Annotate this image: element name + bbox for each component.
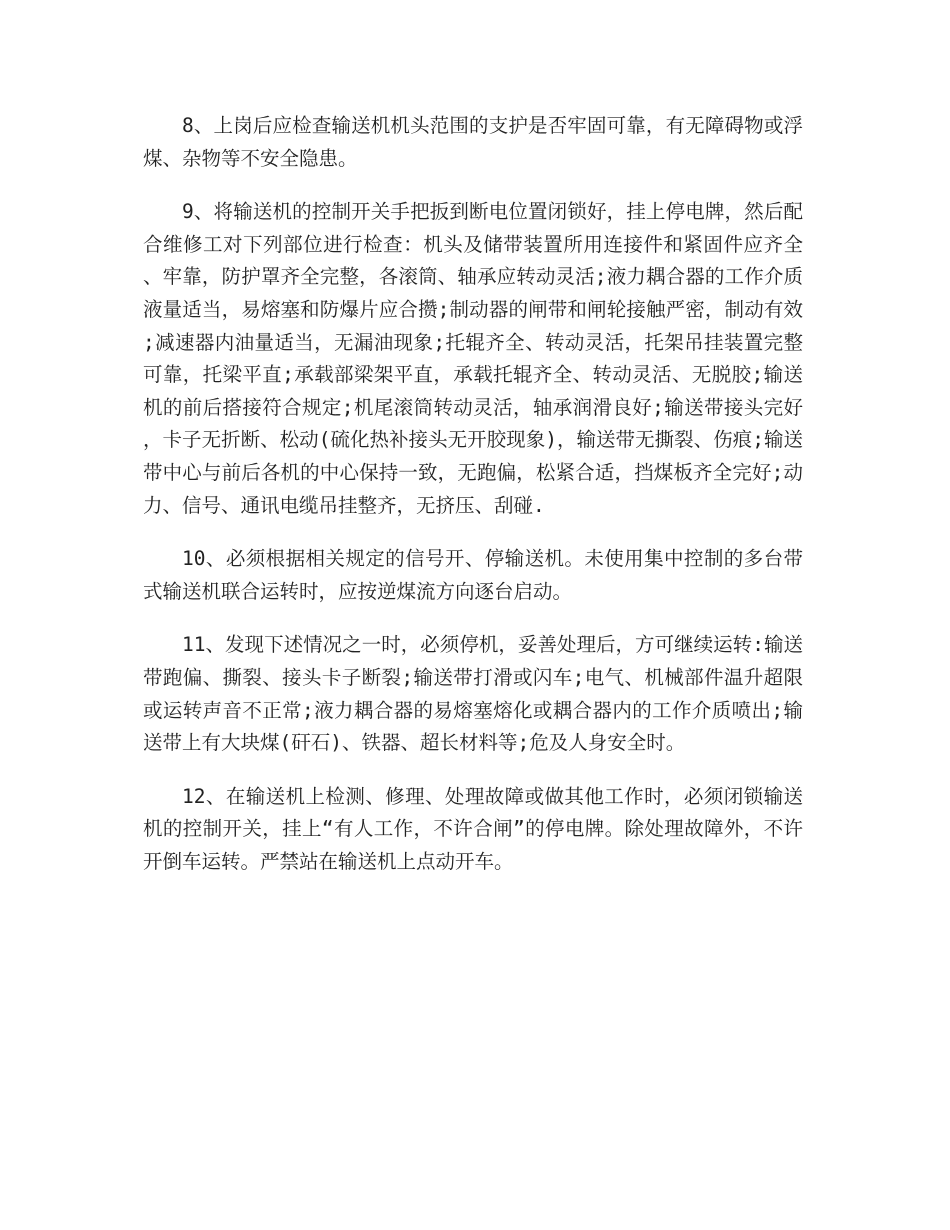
paragraph-11: 11、发现下述情况之一时，必须停机，妥善处理后，方可继续运转:输送带跑偏、撕裂、接头卡子断裂;输送带打滑或闪车;电气、机械部件温升超限或运转声音不正常;液力耦合器的易熔塞熔化或耦合器内的工作介质喷出;输送带上有大块煤(矸石)、铁器、超长材料等;危及人身安全时。 [143,633,803,755]
paragraph-12: 12、在输送机上检测、修理、处理故障或做其他工作时，必须闭锁输送机的控制开关，挂上“有人工作，不许合闸”的停电牌。除处理故障外，不许开倒车运转。严禁站在输送机上点动开车。 [143,784,803,873]
paragraph-8: 8、上岗后应检查输送机机头范围的支护是否牢固可靠，有无障碍物或浮煤、杂物等不安全隐患。 [143,114,803,170]
document-body [143,110,803,899]
paragraph-9: 9、将输送机的控制开关手把扳到断电位置闭锁好，挂上停电牌，然后配合维修工对下列部位进行检查：机头及储带装置所用连接件和紧固件应齐全、牢靠，防护罩齐全完整，各滚筒、轴承应转动灵活;液力耦合器的工作介质液量适当，易熔塞和防爆片应合攒;制动器的闸带和闸轮接触严密，制动有效;减速器内油量适当，无漏油现象;托辊齐全、转动灵活，托架吊挂装置完整可靠，托梁平直;承载部梁架平直，承载托辊齐全、转动灵活、无脱胶;输送机的前后搭接符合规定;机尾滚筒转动灵活，轴承润滑良好;输送带接头完好，卡子无折断、松动(硫化热补接头无开胶现象)，输送带无撕裂、伤痕;输送带中心与前后各机的中心保持一致，无跑偏，松紧合适，挡煤板齐全完好;动力、信号、通讯电缆吊挂整齐，无挤压、刮碰. [143,200,803,517]
paragraph-10: 10、必须根据相关规定的信号开、停输送机。未使用集中控制的多台带式输送机联合运转时，应按逆煤流方向逐台启动。 [143,547,803,603]
